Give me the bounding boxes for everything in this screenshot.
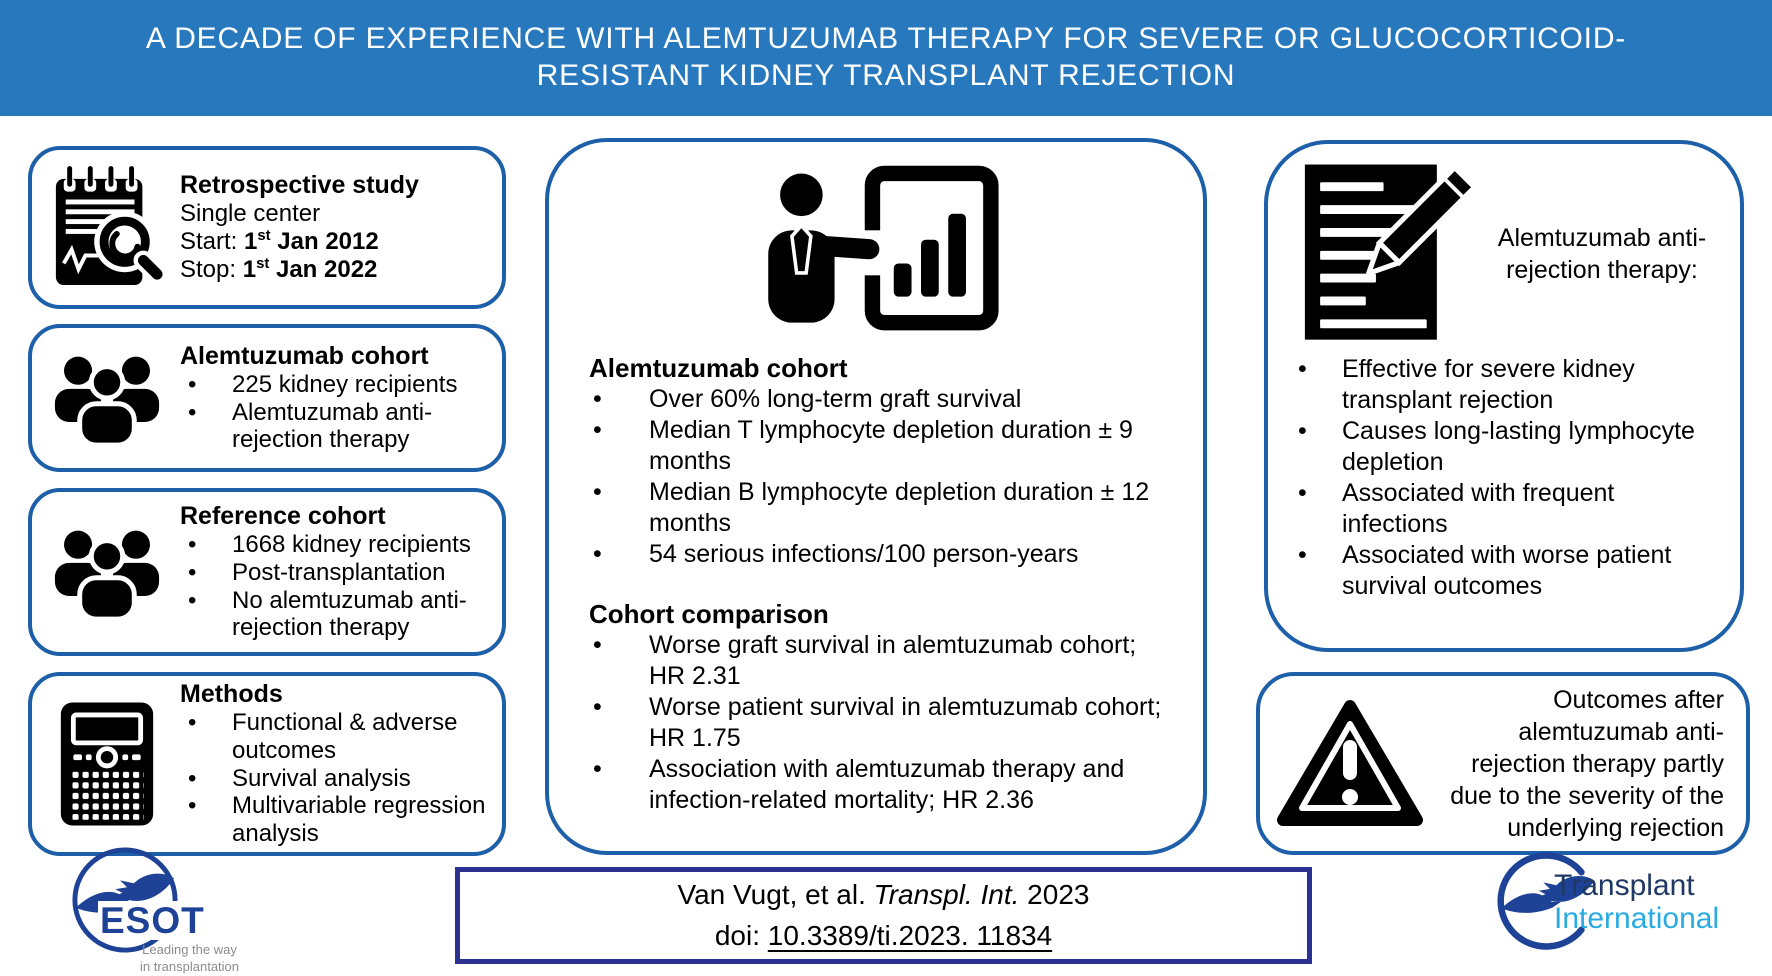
bullet-text: 225 kidney recipients	[232, 370, 458, 398]
citation-line	[678, 879, 1090, 911]
bullet-item	[589, 384, 1163, 415]
start-rest: Jan 2012	[270, 228, 379, 256]
doi-line	[715, 920, 1052, 952]
presenter-chart-icon	[589, 156, 1163, 352]
bullet-marker: •	[188, 586, 197, 614]
bullet-text: Worse patient survival in alemtuzumab cohort; HR 1.75	[649, 693, 1162, 753]
bullet-text: Survival analysis	[232, 764, 411, 792]
notepad-magnifier-icon	[40, 163, 174, 293]
people-group-icon	[40, 349, 174, 447]
bullet-marker: •	[593, 385, 602, 414]
bullet-marker: •	[188, 708, 197, 736]
ti-logo-line2: International	[1554, 902, 1720, 935]
methods-box-heading: Methods	[180, 679, 283, 708]
methods-box	[28, 672, 506, 856]
study-box-heading: Retrospective study	[180, 171, 419, 200]
bullet-item	[180, 709, 488, 765]
caveat-box	[1256, 672, 1750, 855]
bullet-item	[180, 765, 488, 793]
bullet-text: Worse graft survival in alemtuzumab cohort; HR 2.31	[649, 631, 1137, 691]
bullet-marker: •	[593, 540, 602, 569]
cohort-comparison-section	[589, 598, 1163, 816]
esot-tagline-line2: in transplantation	[140, 958, 240, 974]
esot-logo	[64, 843, 294, 974]
retrospective-study-box	[28, 146, 506, 309]
bullet-marker: •	[188, 530, 197, 558]
start-day: 1	[244, 228, 258, 256]
comparison-section-heading: Cohort comparison	[589, 599, 829, 630]
bullet-marker: •	[593, 416, 602, 445]
bullet-text: 54 serious infections/100 person-years	[649, 540, 1079, 569]
page-title-line1: A DECADE OF EXPERIENCE WITH ALEMTUZUMAB THERAPY FOR SEVERE OR GLUCOCORTICOID-	[145, 22, 1627, 56]
stop-label: Stop:	[180, 255, 243, 283]
start-ordinal: st	[257, 228, 271, 245]
doi-link[interactable]: 10.3389/ti.2023. 11834	[767, 920, 1053, 951]
bullet-marker: •	[188, 764, 197, 792]
esot-logo-name: ESOT	[100, 900, 205, 941]
reference-box-heading: Reference cohort	[180, 501, 386, 530]
bullet-text: Multivariable regression analysis	[232, 792, 486, 848]
bullet-text: Post-transplantation	[232, 558, 446, 586]
bullet-marker: •	[593, 755, 602, 784]
ti-logo-line1: Transplant	[1554, 869, 1695, 902]
bullet-item	[180, 587, 488, 643]
alemtuzumab-results-section	[589, 352, 1163, 570]
citation-authors: Van Vugt, et al.	[677, 879, 874, 910]
transplant-international-logo	[1492, 843, 1772, 971]
alemtuzumab-cohort-box	[28, 324, 506, 472]
bullet-text: Functional & adverse outcomes	[232, 708, 458, 764]
reference-cohort-box	[28, 488, 506, 656]
warning-triangle-icon	[1274, 698, 1426, 830]
bullet-marker: •	[593, 693, 602, 722]
bullet-text: Causes long-lasting lymphocyte depletion	[1342, 417, 1695, 476]
conclusions-title: Alemtuzumab anti-rejection therapy:	[1497, 223, 1707, 284]
bullet-item	[180, 559, 488, 587]
esot-logo-tagline	[140, 942, 239, 976]
bullet-item	[1290, 478, 1718, 540]
bullet-item	[180, 792, 488, 848]
bullet-text: Median T lymphocyte depletion duration ± 9 months	[649, 416, 1133, 476]
ti-logo-text	[1554, 869, 1719, 935]
bullet-item	[589, 754, 1163, 816]
citation-box	[455, 867, 1312, 964]
bullet-text: Median B lymphocyte depletion duration ± 12 months	[649, 478, 1150, 538]
start-label: Start:	[180, 228, 245, 256]
bullet-text: Over 60% long-term graft survival	[649, 385, 1022, 414]
bullet-marker: •	[1298, 355, 1307, 383]
bullet-item	[589, 630, 1163, 692]
bullet-item	[1290, 416, 1718, 478]
bullet-text: Association with alemtuzumab therapy and infection-related mortality; HR 2.36	[649, 755, 1125, 815]
bullet-text: 1668 kidney recipients	[232, 530, 471, 558]
study-box-subheading: Single center	[180, 200, 321, 228]
alemtuzumab-box-heading: Alemtuzumab cohort	[180, 341, 429, 370]
conclusions-bullets	[1290, 354, 1718, 602]
bullet-item	[180, 371, 488, 399]
results-section-heading: Alemtuzumab cohort	[589, 353, 848, 383]
bullet-marker: •	[1298, 541, 1307, 569]
doi-label: doi:	[714, 920, 768, 951]
caveat-text: Outcomes after alemtuzumab anti-rejection therapy partly due to the severity of the underlying rejection	[1450, 685, 1724, 842]
bullet-item	[589, 539, 1163, 570]
bullet-marker: •	[188, 558, 197, 586]
page-title-line2: RESISTANT KIDNEY TRANSPLANT REJECTION	[536, 59, 1236, 92]
bullet-item	[180, 399, 488, 455]
bullet-marker: •	[188, 398, 197, 426]
results-box	[545, 138, 1207, 855]
bullet-marker: •	[1298, 417, 1307, 445]
bullet-text: No alemtuzumab anti-rejection therapy	[232, 586, 467, 642]
calculator-icon	[40, 698, 174, 830]
bullet-item	[180, 531, 488, 559]
bullet-marker: •	[593, 631, 602, 660]
bullet-item	[589, 415, 1163, 477]
bullet-item	[1290, 540, 1718, 602]
document-pencil-icon	[1290, 162, 1486, 346]
bullet-text: Associated with worse patient survival outcomes	[1342, 541, 1672, 600]
stop-rest: Jan 2022	[269, 255, 378, 283]
bullet-marker: •	[188, 370, 197, 398]
bullet-item	[589, 692, 1163, 754]
stop-ordinal: st	[256, 255, 270, 272]
bullet-item	[1290, 354, 1718, 416]
esot-tagline-line1: Leading the way	[142, 942, 237, 957]
bullet-marker: •	[1298, 479, 1307, 507]
bullet-text: Effective for severe kidney transplant rejection	[1342, 355, 1635, 414]
bullet-marker: •	[188, 792, 197, 820]
study-start-line	[180, 228, 488, 256]
conclusions-box	[1264, 140, 1744, 652]
people-group-icon	[40, 523, 174, 621]
citation-journal: Transpl. Int.	[873, 879, 1020, 910]
bullet-text: Associated with frequent infections	[1342, 479, 1615, 538]
title-banner	[0, 0, 1772, 116]
stop-day: 1	[242, 255, 257, 283]
bullet-marker: •	[593, 478, 602, 507]
bullet-text: Alemtuzumab anti-rejection therapy	[232, 398, 433, 454]
bullet-item	[589, 477, 1163, 539]
citation-year: 2023	[1019, 879, 1090, 910]
study-stop-line	[180, 256, 488, 284]
